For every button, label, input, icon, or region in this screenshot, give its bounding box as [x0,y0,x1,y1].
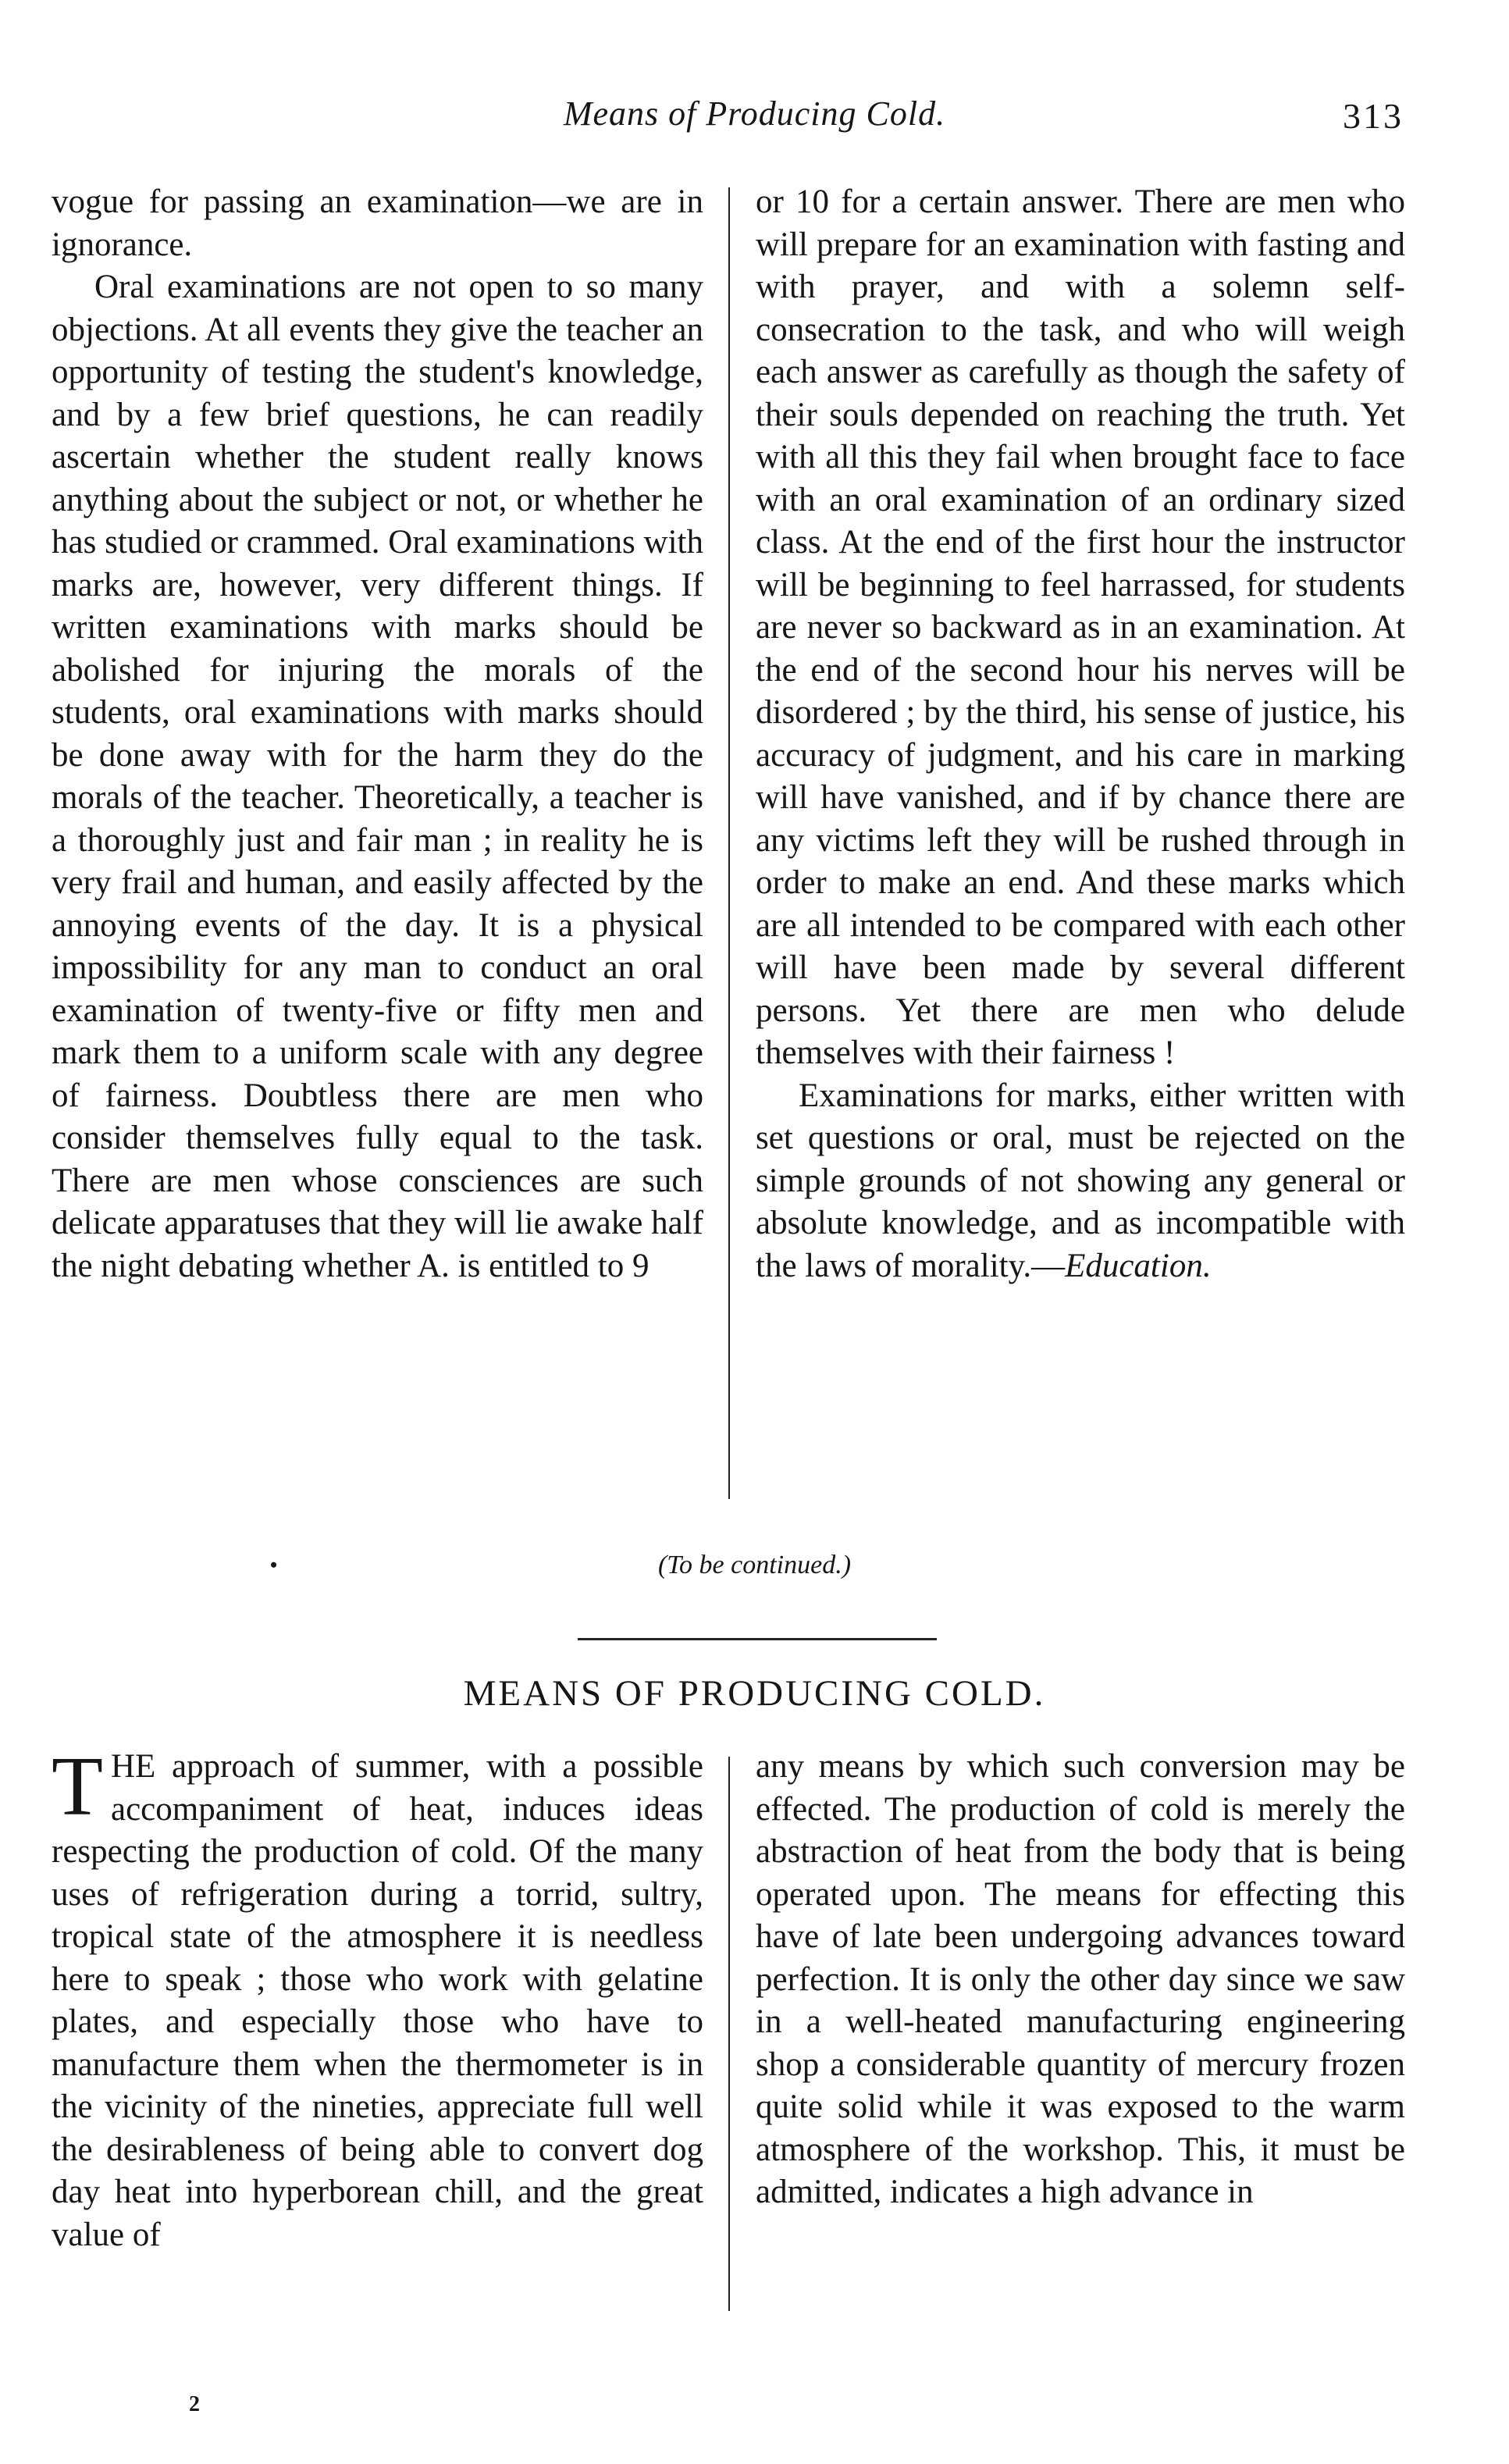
paragraph [756,1075,1405,1288]
article-column-right [756,1746,1405,2214]
drop-cap: T [52,1740,103,1833]
signature-mark: 2 [189,2392,200,2416]
article-title: MEANS OF PRODUCING COLD. [463,1673,1046,1714]
section-rule [578,1638,937,1640]
page-number: 313 [1343,96,1404,136]
paragraph: or 10 for a certain answer. There are men who will prepare for an examination with fasting and with prayer, and with a solemn self-consecration to the task, and who will weigh each answer as carefully as though the safety of their souls depended on reaching the truth. Yet with all this they fail when brought face to face with an oral examination of an ordinary sized class. At the end of the first hour the instructor will be beginning to feel harrassed, for students are never so backward as in an examination. At the end of the second hour his nerves will be disordered ; by the third, his sense of justice, his accuracy of judgment, and his care in marking will have vanished, and if by chance there are any victims left they will be rushed through in order to make an end. And these marks which are all intended to be compared with each other will have been made by several different persons. Yet there are men who delude themselves with their fairness ! [756,183,1405,1071]
paragraph [52,1740,703,2256]
article-column-left [52,1740,703,2256]
previous-article-column-left [52,181,703,1287]
previous-article-column-right [756,181,1405,1287]
column-rule [728,1757,730,2311]
paragraph-text: Examinations for marks, either written with set questions or oral, must be rejected on the simple grounds of not showing any general or absolute knowledge, and as incompatible with the laws of morality.— [756,1077,1405,1284]
running-title: Means of Producing Cold. [563,94,946,133]
paragraph: vogue for passing an examination—we are in ignorance. [52,183,703,263]
column-rule [728,187,730,1499]
continued-note: (To be continued.) [657,1551,852,1579]
source-citation: Education. [1065,1247,1212,1284]
paragraph-text: HE approach of summer, with a possible accompaniment of heat, induces ideas respecting the production of cold. Of the many uses of refrigeration during a torrid, sultry, tropical state of the atmosphere it is needless here to speak ; those who work with gelatine plates, and especially those who have to manufacture them when the thermometer is in the vicinity of the nineties, appreciate full well the desirableness of being able to convert dog day heat into hyperborean chill, and the great value of [52,1748,703,2253]
stray-dot: • [270,1554,278,1576]
paragraph: any means by which such conversion may be effected. The production of cold is merely the abstraction of heat from the body that is being operated upon. The means for effecting this have of late been undergoing advances toward perfection. It is only the other day since we saw in a well-heated manufacturing engineering shop a considerable quantity of mercury frozen quite solid while it was exposed to the warm atmosphere of the workshop. This, it must be admitted, indicates a high advance in [756,1748,1405,2210]
paragraph: Oral examinations are not open to so many objections. At all events they give the teacher an opportunity of testing the student's knowledge, and by a few brief questions, he can readily ascertain whether the student really knows anything about the subject or not, or whether he has studied or crammed. Oral examinations with marks are, however, very different things. If written examinations with marks should be abolished for injuring the morals of the students, oral examinations with marks should be done away with for the harm they do the morals of the teacher. Theoretically, a teacher is a thoroughly just and fair man ; in reality he is very frail and human, and easily affected by the annoying events of the day. It is a physical impossibility for any man to conduct an oral examination of twenty-five or fifty men and mark them to a uniform scale with any degree of fairness. Doubtless there are men who consider themselves fully equal to the task. There are men whose consciences are such delicate apparatuses that they will lie awake half the night debating whether A. is entitled to 9 [52,269,703,1284]
